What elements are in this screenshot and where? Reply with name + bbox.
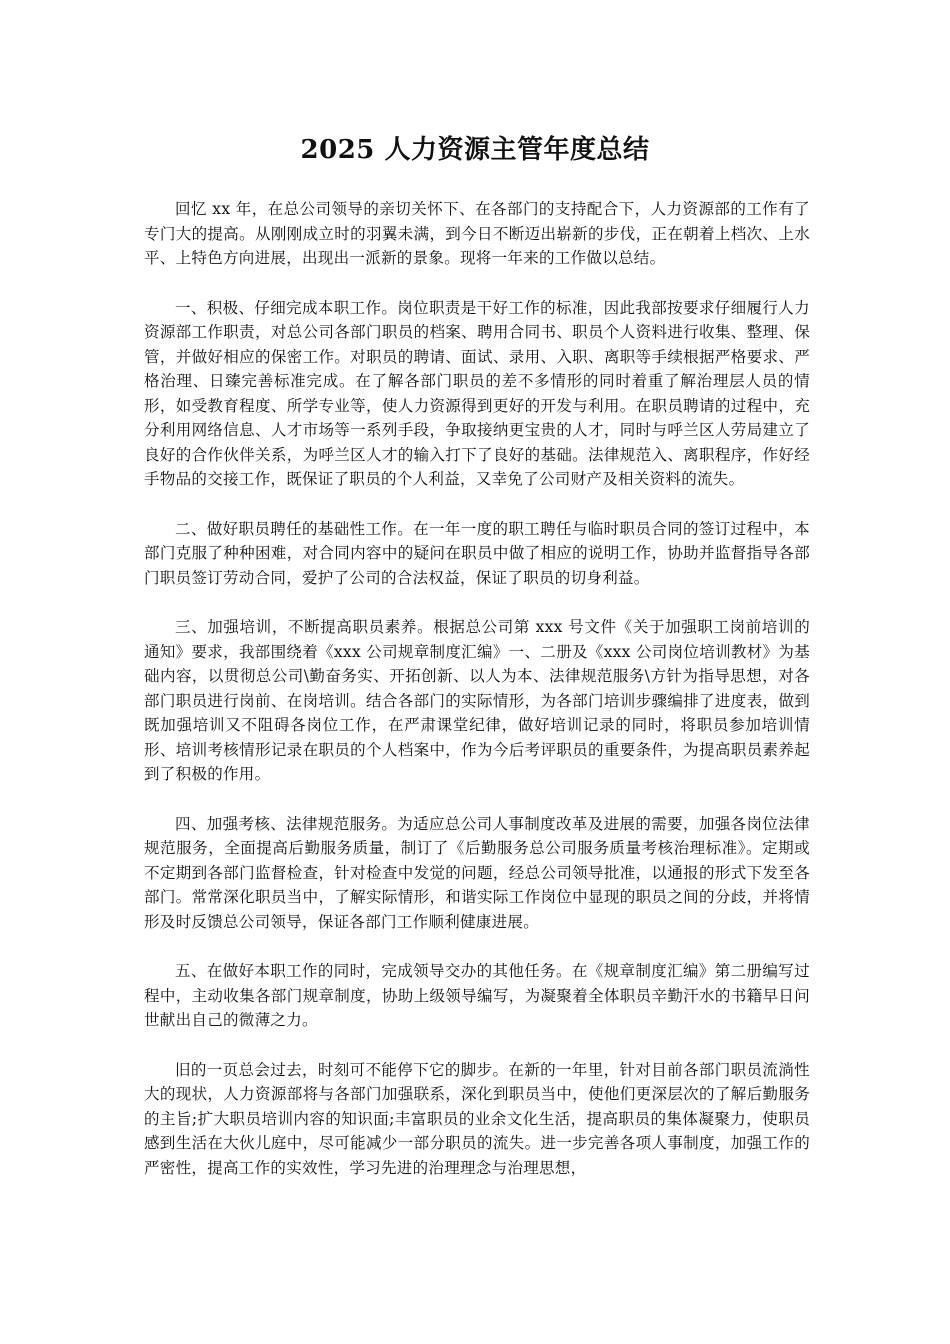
section-3-paragraph: 三、加强培训，不断提高职员素养。根据总公司第 xxx 号文件《关于加强职工岗前培训的通知》要求，我部围绕着《xxx 公司规章制度汇编》一、二册及《xxx 公司岗位培训教材》为基础内容，以贯彻总公司\勤奋务实、开拓创新、以人为本、法律规范服务\方针为指导思想，对各部门职员进行岗前、在岗培训。结合各部门的实际情形，为各部门培训步骤编排了进度表，做到既加强培训又不阻碍各岗位工作，在严肃课堂纪律，做好培训记录的同时，将职员参加培训情形、培训考核情形记录在职员的个人档案中，作为今后考评职员的重要条件，为提高职员素养起到了积极的作用。 [144,618,810,783]
document-body [144,197,810,1205]
section-2-paragraph: 二、做好职员聘任的基础性工作。在一年一度的职工聘任与临时职员合同的签订过程中，本部门克服了种种困难，对合同内容中的疑问在职员中做了相应的说明工作，协助并监督指导各部门职员签订劳动合同，爱护了公司的合法权益，保证了职员的切身利益。 [144,519,810,587]
section-1-paragraph: 一、积极、仔细完成本职工作。岗位职责是干好工作的标准，因此我部按要求仔细履行人力资源部工作职责，对总公司各部门职员的档案、聘用合同书、职员个人资料进行收集、整理、保管，并做好相应的保密工作。对职员的聘请、面试、录用、入职、离职等手续根据严格要求、严格治理、日臻完善标准完成。在了解各部门职员的差不多情形的同时着重了解治理层人员的情形，如受教育程度、所学专业等，使人力资源得到更好的开发与利用。在职员聘请的过程中，充分利用网络信息、人才市场等一系列手段，争取接纳更宝贵的人才，同时与呼兰区人劳局建立了良好的合作伙伴关系，为呼兰区人才的输入打下了良好的基础。法律规范入、离职程序，作好经手物品的交接工作，既保证了职员的个人利益，又幸免了公司财产及相关资料的流失。 [144,298,810,488]
outlook-paragraph: 旧的一页总会过去，时刻可不能停下它的脚步。在新的一年里，针对目前各部门职员流淌性大的现状，人力资源部将与各部门加强联系，深化到职员当中，使他们更深层次的了解后勤服务的主旨;扩大职员培训内容的知识面;丰富职员的业余文化生活，提高职员的集体凝聚力，使职员感到生活在大伙儿庭中，尽可能减少一部分职员的流失。进一步完善各项人事制度，加强工作的严密性，提高工作的实效性，学习先进的治理理念与治理思想， [144,1060,810,1177]
intro-paragraph: 回忆 xx 年，在总公司领导的亲切关怀下、在各部门的支持配合下，人力资源部的工作有了专门大的提高。从刚刚成立时的羽翼未满，到今日不断迈出崭新的步伐，正在朝着上档次、上水平、上特色方向进展，出现出一派新的景象。现将一年来的工作做以总结。 [144,200,810,267]
section-5-paragraph: 五、在做好本职工作的同时，完成领导交办的其他任务。在《规章制度汇编》第二册编写过程中，主动收集各部门规章制度，协助上级领导编写，为凝聚着全体职员辛勤汗水的书籍早日问世献出自己的微薄之力。 [144,962,810,1029]
section-4-paragraph: 四、加强考核、法律规范服务。为适应总公司人事制度改革及进展的需要，加强各岗位法律规范服务，全面提高后勤服务质量，制订了《后勤服务总公司服务质量考核治理标准》。定期或不定期到各部门监督检查，针对检查中发觉的问题，经总公司领导批准，以通报的形式下发至各部门。常常深化职员当中，了解实际情形，和谐实际工作岗位中显现的职员之间的分歧，并将情形及时反馈总公司领导，保证各部门工作顺利健康进展。 [144,814,810,931]
document-title: 2025 人力资源主管年度总结 [300,135,650,165]
